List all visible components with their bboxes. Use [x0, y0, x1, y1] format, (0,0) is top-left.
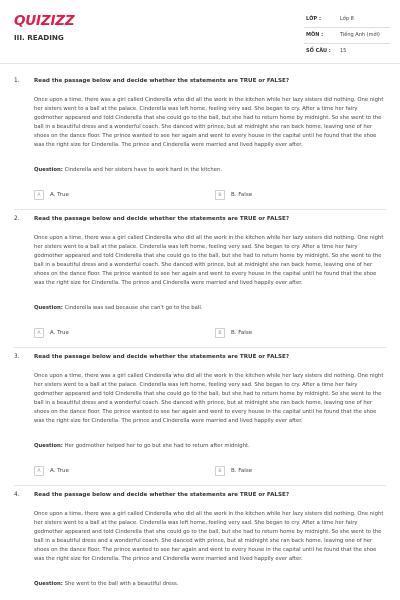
- question-text: She went to the ball with a beautiful dress.: [64, 581, 179, 587]
- question-number: 1.: [14, 78, 20, 84]
- question-label: Question:: [34, 443, 63, 449]
- question-text: Cinderella and her sisters have to work hard in the kitchen.: [64, 167, 223, 173]
- header-divider: [0, 63, 400, 64]
- question-item: [0, 78, 400, 216]
- class-value: Lớp 8: [340, 16, 354, 22]
- quizizz-logo: QUIZIZZ: [14, 13, 75, 29]
- option-a[interactable]: [34, 466, 69, 476]
- option-a[interactable]: [34, 328, 69, 338]
- option-letter-box: A: [34, 466, 44, 476]
- reading-passage: Once upon a time, there was a girl called Cinderella who did all the work in the kitchen while her lazy sisters did nothing. One night her sisters went to a ball at the palace. Cinderella was left home, feeling very sad. She began to cry. After a time her fairy godmother appeared and told Cinderella that she could go to the ball, but she had to return home by midnight. So she went to the ball in a beautiful dress and a wonderful coach. She danced with prince, but at midnight she ran back home, leaving one of her shoes on the dance floor. The prince wanted to see her again and went to every house in the capital until he found that the shoe was the right size for Cinderella. The prince and Cinderella were married and lived happily ever after.: [34, 97, 384, 149]
- question-prompt: Read the passage below and decide whether the statements are TRUE or FALSE?: [34, 492, 290, 498]
- question-number: 2.: [14, 216, 20, 222]
- option-b[interactable]: [215, 328, 252, 338]
- question-divider: [14, 347, 386, 348]
- question-label: Question:: [34, 167, 63, 173]
- question-statement: [34, 167, 222, 173]
- question-statement: [34, 443, 250, 449]
- option-a[interactable]: [34, 190, 69, 200]
- question-list: [0, 78, 400, 600]
- question-count-value: 15: [340, 48, 347, 54]
- option-letter-box: B: [215, 190, 225, 200]
- question-text: Her godmother helped her to go but she had to return after midnight.: [64, 443, 250, 449]
- info-row-subject: [304, 28, 390, 44]
- question-count-label: SỐ CÂU :: [306, 48, 331, 54]
- subject-label: MÔN :: [306, 32, 324, 38]
- question-statement: [34, 305, 203, 311]
- question-prompt: Read the passage below and decide whether the statements are TRUE or FALSE?: [34, 354, 290, 360]
- question-prompt: Read the passage below and decide whether the statements are TRUE or FALSE?: [34, 78, 290, 84]
- option-text: B. False: [231, 192, 253, 198]
- reading-passage: Once upon a time, there was a girl called Cinderella who did all the work in the kitchen while her lazy sisters did nothing. One night her sisters went to a ball at the palace. Cinderella was left home, feeling very sad. She began to cry. After a time her fairy godmother appeared and told Cinderella that she could go to the ball, but she had to return home by midnight. So she went to the ball in a beautiful dress and a wonderful coach. She danced with prince, but at midnight she ran back home, leaving one of her shoes on the dance floor. The prince wanted to see her again and went to every house in the capital until he found that the shoe was the right size for Cinderella. The prince and Cinderella were married and lived happily ever after.: [34, 511, 384, 563]
- subject-value: Tiếng Anh (mới): [340, 32, 380, 38]
- question-prompt: Read the passage below and decide whether the statements are TRUE or FALSE?: [34, 216, 290, 222]
- question-number: 4.: [14, 492, 20, 498]
- info-table: [304, 12, 390, 60]
- question-number: 3.: [14, 354, 20, 360]
- question-divider: [14, 209, 386, 210]
- option-letter-box: A: [34, 190, 44, 200]
- option-text: A. True: [50, 330, 69, 336]
- option-b[interactable]: [215, 466, 252, 476]
- question-label: Question:: [34, 305, 63, 311]
- class-label: LỚP :: [306, 16, 321, 22]
- section-title: III. READING: [14, 33, 64, 42]
- question-text: Cinderella was sad because she can't go to the ball.: [64, 305, 203, 311]
- option-b[interactable]: [215, 190, 252, 200]
- option-text: A. True: [50, 468, 69, 474]
- option-letter-box: B: [215, 466, 225, 476]
- option-text: B. False: [231, 330, 253, 336]
- info-row-class: [304, 12, 390, 28]
- option-letter-box: A: [34, 328, 44, 338]
- info-row-count: [304, 44, 390, 60]
- reading-passage: Once upon a time, there was a girl called Cinderella who did all the work in the kitchen while her lazy sisters did nothing. One night her sisters went to a ball at the palace. Cinderella was left home, feeling very sad. She began to cry. After a time her fairy godmother appeared and told Cinderella that she could go to the ball, but she had to return home by midnight. So she went to the ball in a beautiful dress and a wonderful coach. She danced with prince, but at midnight she ran back home, leaving one of her shoes on the dance floor. The prince wanted to see her again and went to every house in the capital until he found that the shoe was the right size for Cinderella. The prince and Cinderella were married and lived happily ever after.: [34, 235, 384, 287]
- page-header: [0, 0, 400, 62]
- question-item: [0, 216, 400, 354]
- option-letter-box: B: [215, 328, 225, 338]
- question-item: [0, 354, 400, 492]
- question-label: Question:: [34, 581, 63, 587]
- option-text: A. True: [50, 192, 69, 198]
- question-statement: [34, 581, 178, 587]
- question-divider: [14, 485, 386, 486]
- option-text: B. False: [231, 468, 253, 474]
- reading-passage: Once upon a time, there was a girl called Cinderella who did all the work in the kitchen while her lazy sisters did nothing. One night her sisters went to a ball at the palace. Cinderella was left home, feeling very sad. She began to cry. After a time her fairy godmother appeared and told Cinderella that she could go to the ball, but she had to return home by midnight. So she went to the ball in a beautiful dress and a wonderful coach. She danced with prince, but at midnight she ran back home, leaving one of her shoes on the dance floor. The prince wanted to see her again and went to every house in the capital until he found that the shoe was the right size for Cinderella. The prince and Cinderella were married and lived happily ever after.: [34, 373, 384, 425]
- question-item: [0, 492, 400, 600]
